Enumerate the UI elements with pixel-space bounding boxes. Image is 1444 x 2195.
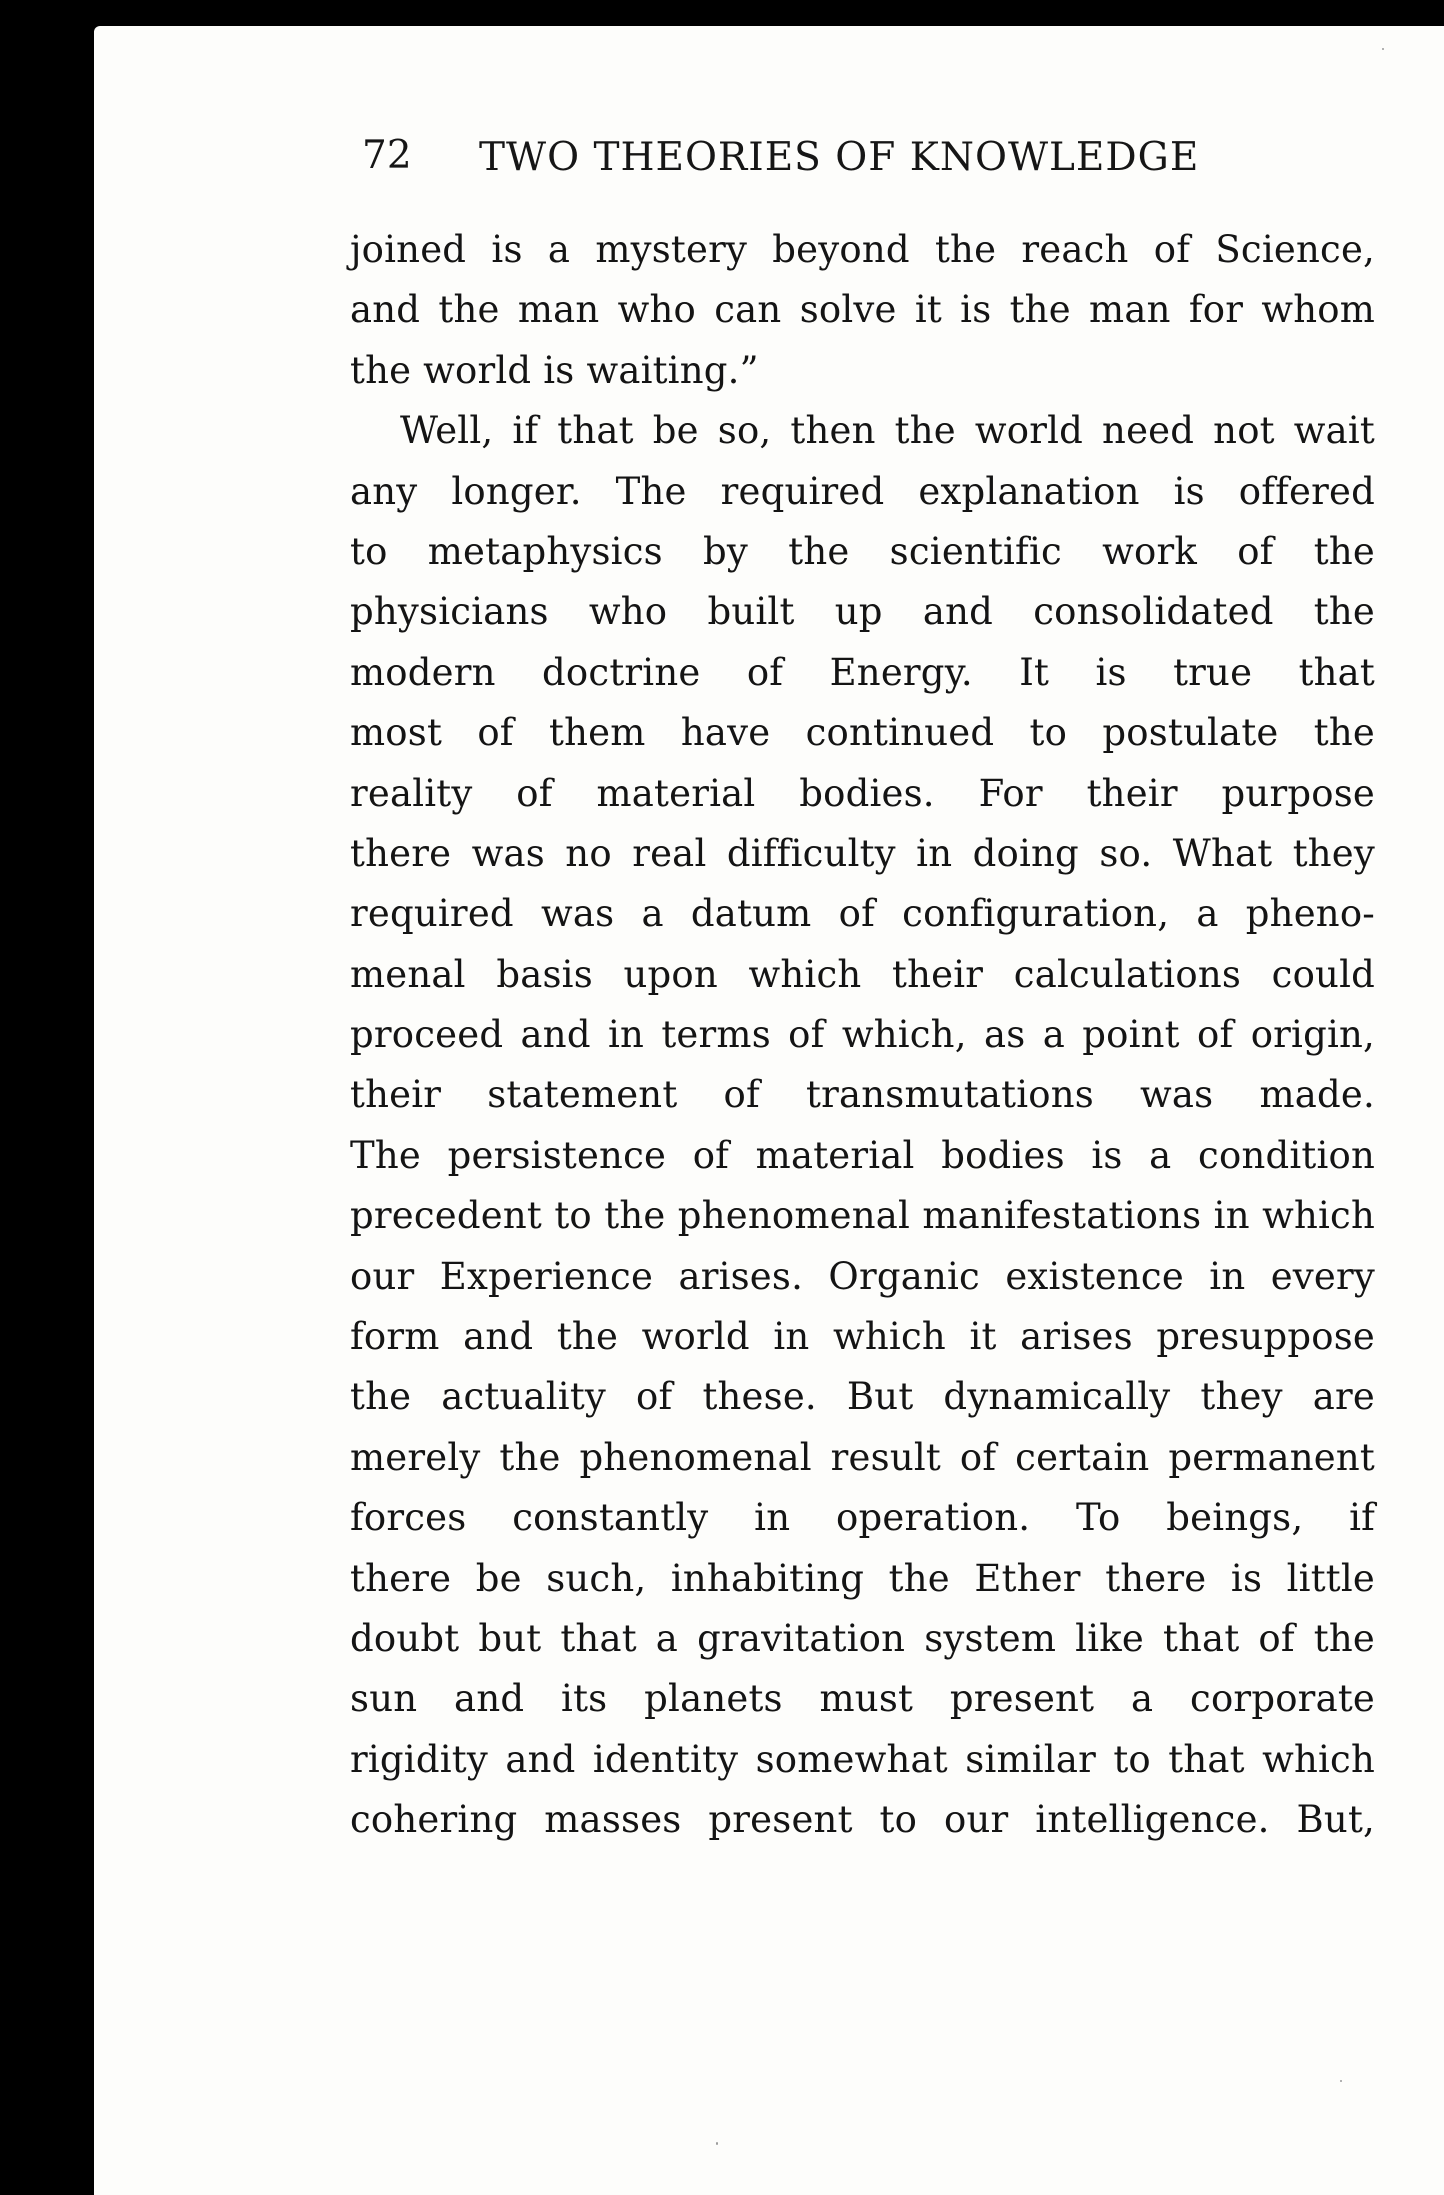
text-line: joined is a mystery beyond the reach of Science, <box>350 228 1375 271</box>
text-line: doubt but that a gravitation system like that of the <box>350 1616 1375 1660</box>
text-line: proceed and in terms of which, as a point of origin, <box>350 1013 1375 1057</box>
text-line: their statement of transmutations was made. <box>350 1073 1375 1117</box>
text-line: the actuality of these. But dynamically they are <box>350 1375 1375 1419</box>
body-text <box>350 220 1375 1851</box>
text-line: sun and its planets must present a corporate <box>350 1677 1375 1721</box>
text-line: the world is waiting.” <box>350 348 759 392</box>
text-line: merely the phenomenal result of certain permanent <box>350 1435 1375 1479</box>
running-title: TWO THEORIES OF KNOWLEDGE <box>479 135 1200 180</box>
text-line: required was a datum of configuration, a pheno- <box>350 892 1375 936</box>
text-line: there was no real difficulty in doing so. What they <box>350 831 1375 875</box>
text-line: forces constantly in operation. To beings, if <box>350 1496 1375 1540</box>
text-line: precedent to the phenomenal manifestations in which <box>350 1194 1375 1238</box>
text-line: rigidity and identity somewhat similar to that which <box>350 1737 1375 1781</box>
text-line: any longer. The required explanation is offered <box>350 469 1375 513</box>
scan-speck <box>1340 2080 1342 2082</box>
scan-speck <box>1382 48 1384 50</box>
page-number: 72 <box>362 133 412 178</box>
text-line: physicians who built up and consolidated the <box>350 590 1375 634</box>
text-line: our Experience arises. Organic existence in every <box>350 1254 1375 1298</box>
paragraph-start-line: Well, if that be so, then the world need not wait <box>400 409 1375 453</box>
text-line: The persistence of material bodies is a condition <box>350 1133 1375 1177</box>
text-line: reality of material bodies. For their purpose <box>350 771 1375 815</box>
text-line: modern doctrine of Energy. It is true that <box>350 650 1375 694</box>
text-line: menal basis upon which their calculations could <box>350 952 1375 996</box>
text-line: and the man who can solve it is the man for whom <box>350 288 1375 332</box>
text-line: most of them have continued to postulate the <box>350 711 1375 755</box>
scan-speck <box>716 2142 718 2145</box>
text-line: to metaphysics by the scientific work of the <box>350 529 1375 573</box>
text-line: cohering masses present to our intelligence. But, <box>350 1798 1375 1842</box>
running-header <box>362 133 1372 193</box>
text-line: there be such, inhabiting the Ether there is little <box>350 1556 1375 1600</box>
text-line: form and the world in which it arises presuppose <box>350 1315 1375 1359</box>
